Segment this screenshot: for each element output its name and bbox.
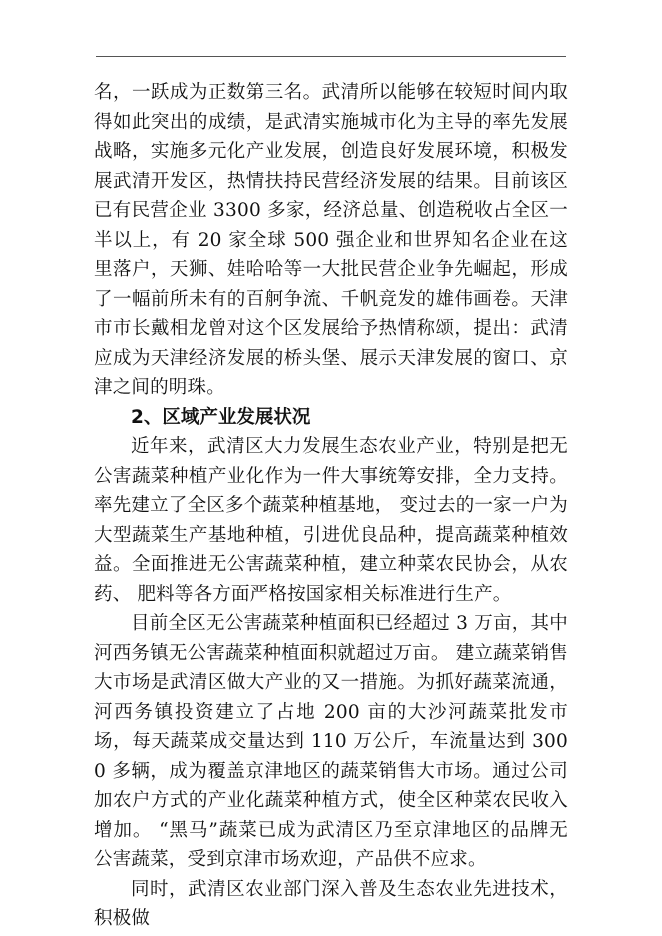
- document-body: [94, 78, 568, 934]
- paragraph-2: 近年来，武清区大力发展生态农业产业，特别是把无公害蔬菜种植产业化作为一件大事统筹安排，全力支持。率先建立了全区多个蔬菜种植基地， 变过去的一家一户为大型蔬菜生产基地种植，引进优良品种，提高蔬菜种植效益。全面推进无公害蔬菜种植，建立种菜农民协会，从农药、 肥料等各方面严格按国家相关标准进行生产。: [94, 436, 568, 605]
- paragraph-3: 目前全区无公害蔬菜种植面积已经超过 3 万亩，其中河西务镇无公害蔬菜种植面积就超过万亩。 建立蔬菜销售大市场是武清区做大产业的又一措施。为抓好蔬菜流通，河西务镇投资建立了占地 200 亩的大沙河蔬菜批发市场，每天蔬菜成交量达到 110 万公斤，车流量达到 3000 多辆，成为覆盖京津地区的蔬菜销售大市场。通过公司加农户方式的产业化蔬菜种植方式，使全区种菜农民收入增加。 “黑马”蔬菜已成为武清区乃至京津地区的品牌无公害蔬菜，受到京津市场欢迎，产品供不应求。: [94, 613, 568, 870]
- paragraph-1: 名，一跃成为正数第三名。武清所以能够在较短时间内取得如此突出的成绩，是武清实施城市化为主导的率先发展战略，实施多元化产业发展，创造良好发展环境，积极发展武清开发区，热情扶持民营经济发展的结果。目前该区已有民营企业 3300 多家，经济总量、创造税收占全区一半以上，有 20 家全球 500 强企业和世界知名企业在这里落户，天狮、娃哈哈等一大批民营企业争先崛起，形成了一幅前所未有的百舸争流、千帆竞发的雄伟画卷。天津市市长戴相龙曾对这个区发展给予热情称颂，提出：武清应成为天津经济发展的桥头堡、展示天津发展的窗口、京津之间的明珠。: [94, 82, 568, 398]
- header-rule: [96, 56, 566, 57]
- section-heading: 2、区域产业发展状况: [131, 406, 311, 428]
- paragraph-4: 同时，武清区农业部门深入普及生态农业先进技术，积极做: [94, 878, 568, 929]
